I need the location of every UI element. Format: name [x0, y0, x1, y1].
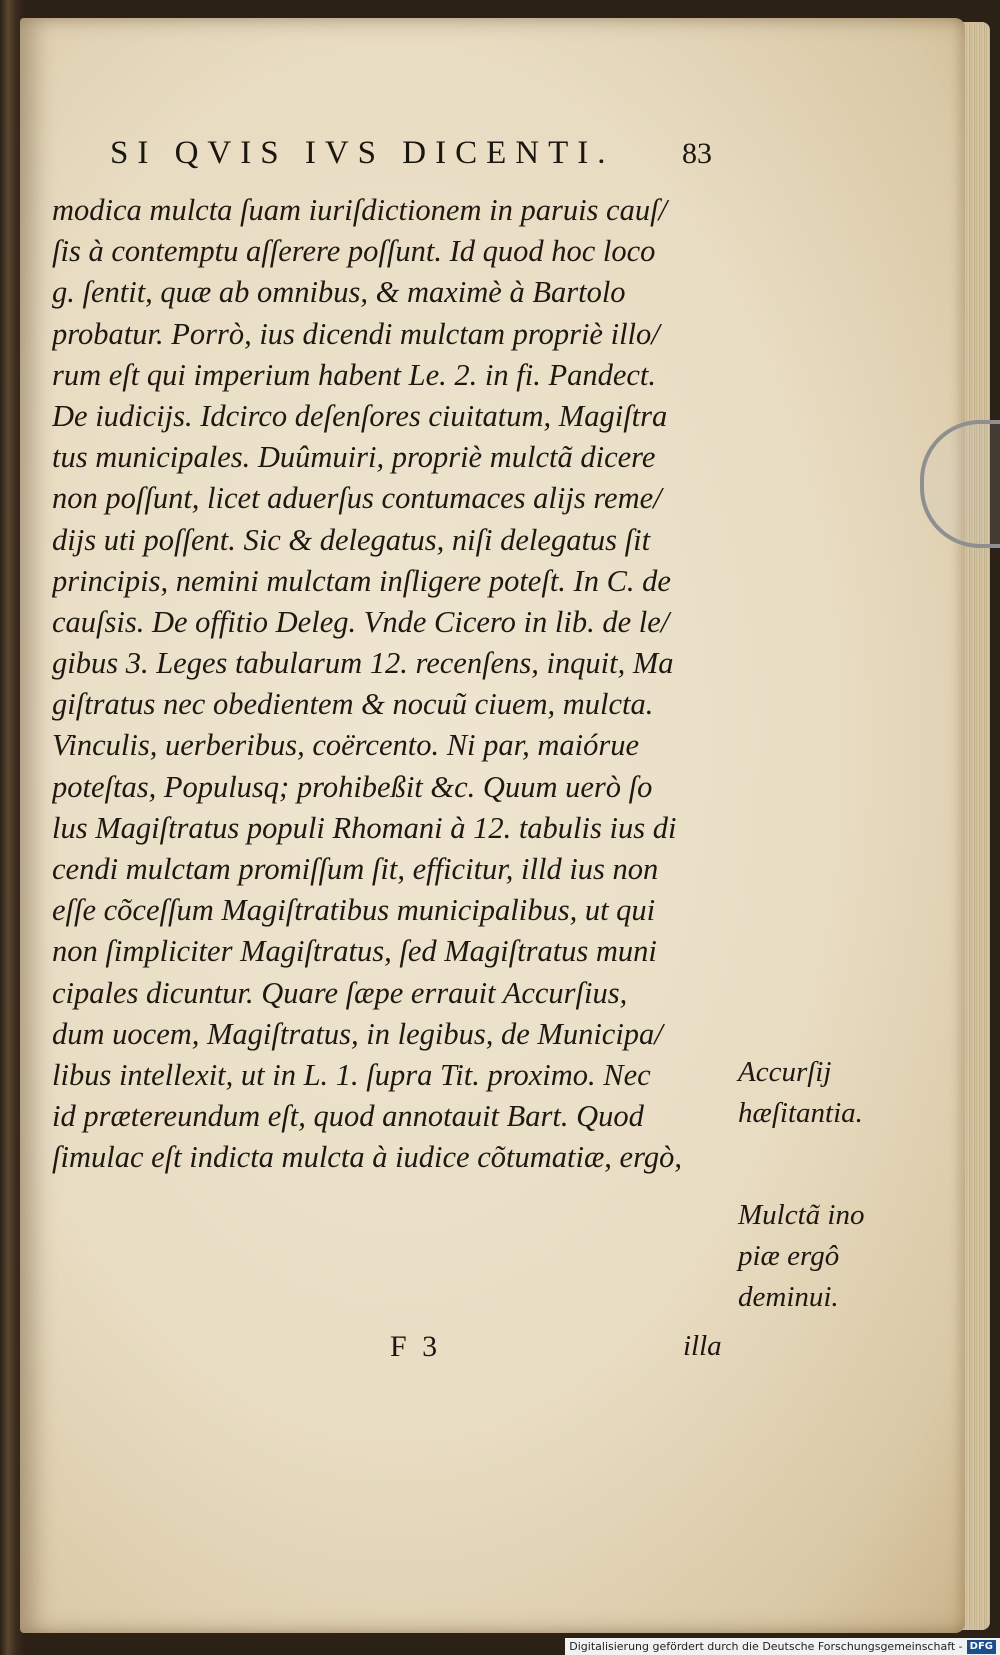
signature-mark: F 3 [390, 1330, 442, 1363]
marginal-note-line: hæſitantia. [738, 1097, 863, 1129]
marginal-note-accursii [738, 1052, 863, 1134]
text-line: id prætereundum eſt, quod annotauit Bart. Quod [52, 1099, 644, 1134]
text-line: lus Magiſtratus populi Rhomani à 12. tabulis ius di [52, 810, 677, 845]
text-line: non poſſunt, licet aduerſus contumaces alijs reme/ [52, 481, 662, 516]
text-line: cendi mulctam promiſſum ſit, efficitur, illd ius non [52, 852, 659, 886]
text-line: dijs uti poſſent. Sic & delegatus, niſi delegatus ſit [52, 522, 651, 557]
text-line: cipales dicuntur. Quare ſæpe errauit Accurſius, [52, 975, 628, 1010]
text-line: Vinculis, uerberibus, coërcento. Ni par, maióruе [52, 728, 640, 763]
body-text [52, 190, 742, 1179]
marginal-note-line: deminui. [738, 1281, 839, 1313]
marginal-note-mulcta [738, 1195, 864, 1318]
digitization-credit [565, 1638, 1000, 1655]
dfg-logo-icon: DFG [967, 1640, 996, 1654]
text-line: eſſe cõceſſum Magiſtratibus municipalibus, ut qui [52, 893, 656, 928]
marginal-note-line: piæ ergô [738, 1240, 840, 1272]
catchword: illa [683, 1330, 722, 1362]
text-line: tus municipales. Duûmuiri, propriè mulctã dicere [52, 440, 656, 475]
text-line: poteſtas, Populusq; prohibeßit &c. Quum uerò ſo [52, 769, 653, 804]
text-line: De iudicijs. Idcirco deſenſores ciuitatum, Magiſtra [52, 398, 668, 433]
text-line: probatur. Porrò, ius dicendi mulctam propriè illo/ [52, 316, 660, 351]
marginal-note-line: Accurſij [738, 1056, 832, 1088]
text-line: g. ſentit, quæ ab omnibus, & maximè à Bartolo [52, 275, 626, 310]
text-line: ſis à contemptu aſſerere poſſunt. Id quod hoc loco [52, 234, 656, 269]
text-line: libus intellexit, ut in L. 1. ſupra Tit. proximo. Nec [52, 1057, 651, 1092]
credit-text: Digitalisierung gefördert durch die Deutsche Forschungsgemeinschaft - [569, 1640, 963, 1653]
text-line: giſtratus nec obedientem & nocuũ ciuem, mulcta. [52, 687, 654, 722]
text-line: ſimulac eſt indicta mulcta à iudice cõtumatiæ, ergò, [52, 1140, 682, 1175]
text-line: dum uocem, Magiſtratus, in legibus, de Municipa/ [52, 1016, 663, 1051]
text-line: cauſsis. De offitio Deleg. Vnde Cicero in lib. de le/ [52, 604, 670, 639]
running-title: SI QVIS IVS DICENTI. [110, 135, 615, 171]
text-line: gibus 3. Leges tabularum 12. recenſens, inquit, Ma [52, 646, 674, 681]
text-line: rum eſt qui imperium habent Le. 2. in fi. Pandect. [52, 357, 656, 392]
marginal-note-line: Mulctã ino [738, 1199, 865, 1231]
folio-number: 83 [682, 137, 712, 170]
text-line: non ſimpliciter Magiſtratus, ſed Magiſtratus muni [52, 934, 657, 969]
text-line: principis, nemini mulctam inſligere poteſt. In C. de [52, 563, 671, 598]
text-line: modica mulcta ſuam iuriſdictionem in paruis cauſ/ [52, 193, 668, 227]
